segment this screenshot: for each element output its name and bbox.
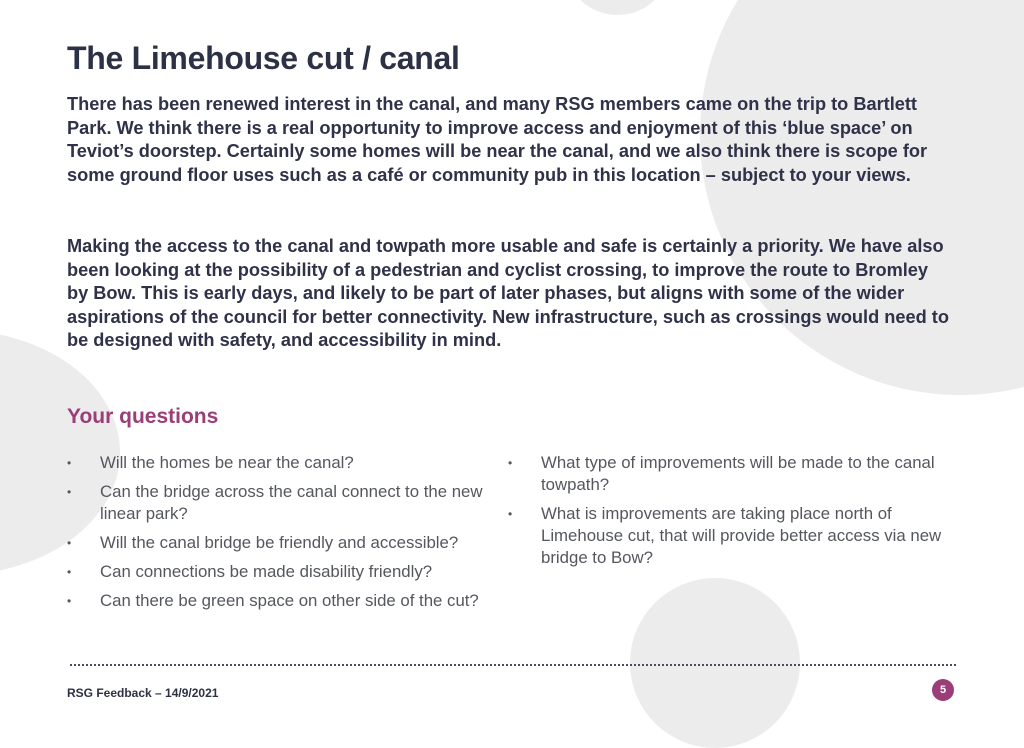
- questions-list-right: [508, 452, 948, 576]
- list-item: • Can there be green space on other side of the cut?: [67, 591, 479, 610]
- bullet-icon: •: [67, 594, 72, 608]
- footer-divider: [70, 664, 956, 666]
- list-item: • Can the bridge across the canal connect to the new linear park?: [67, 482, 483, 523]
- bullet-icon: •: [508, 456, 513, 470]
- access-paragraph: Making the access to the canal and towpath more usable and safe is certainly a priority. We have also been looking at the possibility of a pedestrian and cyclist crossing, to improve the route to Bromley by Bow. This is early days, and likely to be part of later phases, but aligns with some of the wider aspirations of the council for better connectivity. New infrastructure, such as crossings would need to be designed with safety, and accessibility in mind.: [67, 236, 949, 350]
- list-item: • Will the homes be near the canal?: [67, 453, 354, 472]
- list-item: • Will the canal bridge be friendly and accessible?: [67, 533, 459, 552]
- page-number-badge: 5: [932, 679, 954, 701]
- decorative-circle-bottom: [630, 578, 800, 748]
- bullet-icon: •: [67, 565, 72, 579]
- footer-label: RSG Feedback – 14/9/2021: [67, 686, 219, 700]
- list-item: • Can connections be made disability friendly?: [67, 562, 433, 581]
- bullet-icon: •: [67, 536, 72, 550]
- bullet-icon: •: [67, 485, 72, 499]
- decorative-circle-top: [565, 0, 670, 15]
- list-item: • What is improvements are taking place north of Limehouse cut, that will provide better access via new bridge to Bow?: [508, 504, 942, 567]
- intro-paragraph: There has been renewed interest in the canal, and many RSG members came on the trip to Bartlett Park. We think there is a real opportunity to improve access and enjoyment of this ‘blue space’ on Teviot’s doorstep. Certainly some homes will be near the canal, and we also think there is scope for some ground floor uses such as a café or community pub in this location – subject to your views.: [67, 94, 928, 185]
- bullet-icon: •: [67, 456, 72, 470]
- questions-list-left: [67, 452, 507, 619]
- questions-heading: Your questions: [67, 405, 219, 428]
- bullet-icon: •: [508, 507, 513, 521]
- list-item: • What type of improvements will be made to the canal towpath?: [508, 453, 935, 494]
- page-title: The Limehouse cut / canal: [67, 40, 460, 76]
